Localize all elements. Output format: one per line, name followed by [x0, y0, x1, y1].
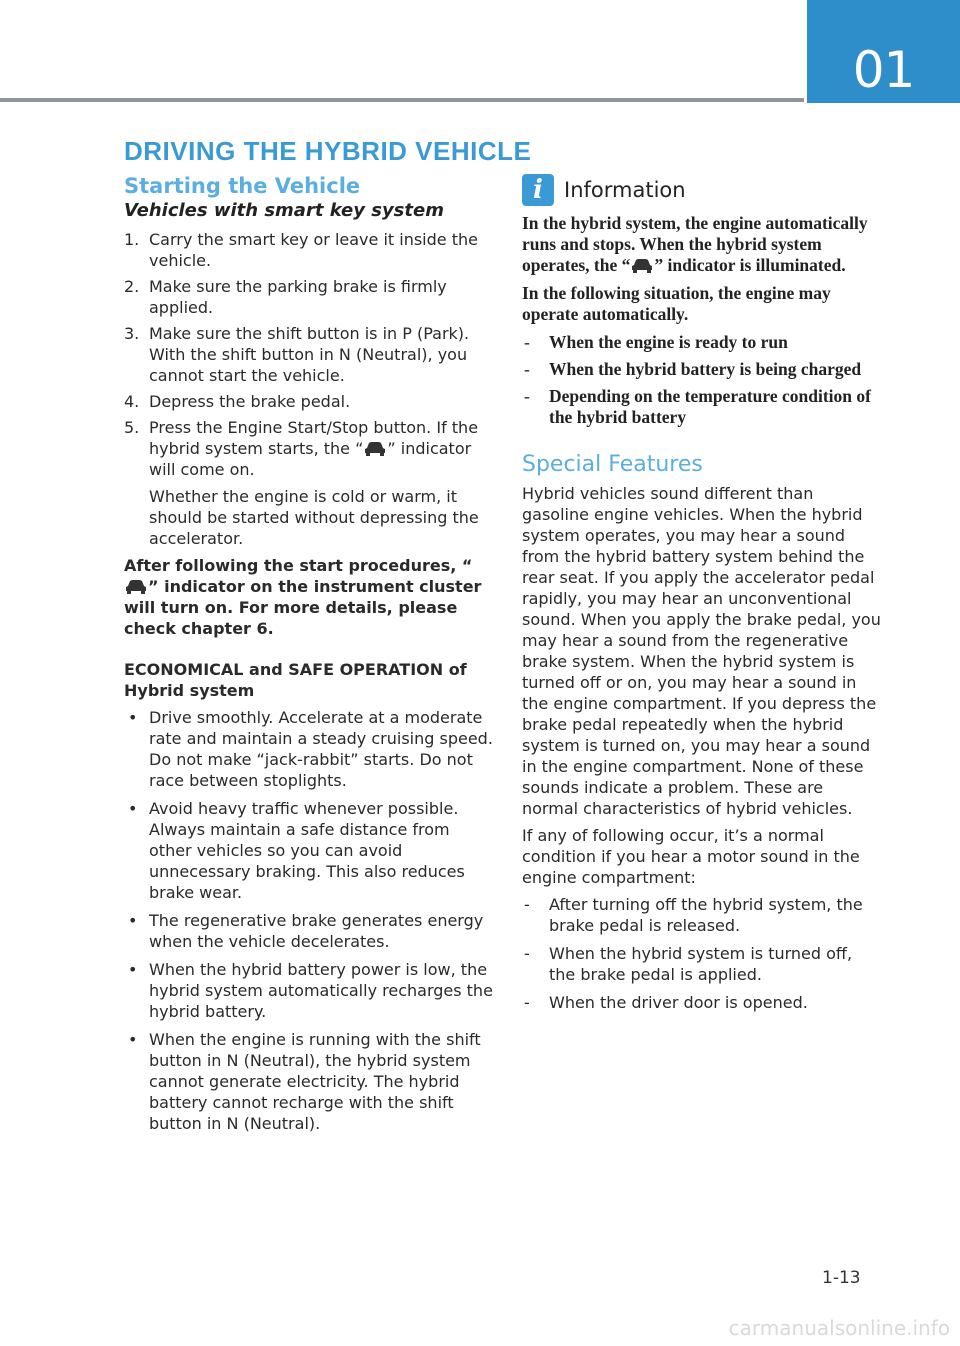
list-item: • Avoid heavy traffic whenever possible. Always maintain a safe distance from other vehicles so you can avoid unnecessary braking. This also reduces brake wear. — [124, 798, 494, 903]
list-item: - When the hybrid system is turned off, the brake pedal is applied. — [522, 943, 882, 985]
step-item: 4. Depress the brake pedal. — [124, 392, 351, 411]
car-ready-icon — [125, 579, 147, 594]
list-item: - Depending on the temperature condition of the hybrid battery — [522, 386, 882, 428]
smart-key-subheading: Vehicles with smart key system — [124, 200, 444, 221]
list-item: - When the hybrid battery is being charged — [522, 359, 882, 380]
information-box — [522, 213, 882, 428]
info-paragraph: In the hybrid system, the engine automatically runs and stops. When the hybrid system operates, the “ ” indicator is illuminated. — [522, 213, 868, 275]
list-item: • Drive smoothly. Accelerate at a moderate rate and maintain a steady cruising speed. Do not make “jack-rabbit” starts. Do not race between stoplights. — [124, 707, 494, 791]
step-item: 5. Press the Engine Start/Stop button. If the hybrid system starts, the “ ” indicator will come on. Whether the engine is cold or warm, it should be started without depressing the accelerator. — [124, 418, 479, 548]
list-item: - After turning off the hybrid system, the brake pedal is released. — [522, 894, 882, 936]
info-paragraph: In the following situation, the engine may operate automatically. — [522, 283, 831, 324]
list-item: - When the engine is ready to run — [522, 332, 882, 353]
starting-heading: Starting the Vehicle — [124, 174, 361, 198]
step-item: 3. Make sure the shift button is in P (Park). With the shift button in N (Neutral), you cannot start the vehicle. — [124, 324, 470, 385]
list-item: • When the hybrid battery power is low, the hybrid system automatically recharges the hybrid battery. — [124, 959, 494, 1022]
right-column — [522, 174, 882, 1020]
economical-operation-title: ECONOMICAL and SAFE OPERATION of Hybrid system — [124, 660, 467, 700]
info-icon: i — [522, 174, 554, 206]
watermark: carmanualsonline.info — [728, 1316, 950, 1340]
step-item: 1. Carry the smart key or leave it inside the vehicle. — [124, 230, 478, 270]
after-start-note: After following the start procedures, “” indicator on the instrument cluster will turn on. For more details, please check chapter 6. — [124, 556, 482, 638]
info-list — [522, 332, 882, 428]
section-title: DRIVING THE HYBRID VEHICLE — [124, 136, 532, 166]
information-header — [522, 174, 882, 206]
list-item: • The regenerative brake generates energy when the vehicle decelerates. — [124, 910, 494, 952]
page-number: 1-13 — [822, 1268, 861, 1288]
special-features-heading: Special Features — [522, 452, 703, 477]
left-column — [124, 174, 494, 1141]
list-item: • When the engine is running with the shift button in N (Neutral), the hybrid system cannot generate electricity. The hybrid battery cannot recharge with the shift button in N (Neutral). — [124, 1029, 494, 1134]
list-item: - When the driver door is opened. — [522, 992, 882, 1013]
step-item: 2. Make sure the parking brake is firmly applied. — [124, 277, 447, 317]
car-ready-icon — [631, 258, 653, 273]
header-rule — [0, 98, 804, 102]
special-features-list — [522, 894, 882, 1013]
car-ready-icon — [364, 441, 386, 456]
special-features-paragraph: Hybrid vehicles sound different than gasoline engine vehicles. When the hybrid system operates, you may hear a sound from the hybrid battery system behind the rear seat. If you apply the accelerator pedal rapidly, you may hear an unconventional sound. When you apply the brake pedal, you may hear a sound from the regenerative brake system. When the hybrid system is turned off or on, you may hear a sound in the engine compartment. If you depress the brake pedal repeatedly when the hybrid system is turned on, you may hear a sound in the engine compartment. None of these sounds indicate a problem. These are normal characteristics of hybrid vehicles. — [522, 484, 881, 818]
information-title: Information — [564, 178, 686, 202]
special-features-paragraph: If any of following occur, it’s a normal condition if you hear a motor sound in the engine compartment: — [522, 826, 860, 887]
start-steps-list — [124, 229, 494, 549]
economy-bullets — [124, 707, 494, 1134]
chapter-tab: 01 — [807, 0, 960, 103]
